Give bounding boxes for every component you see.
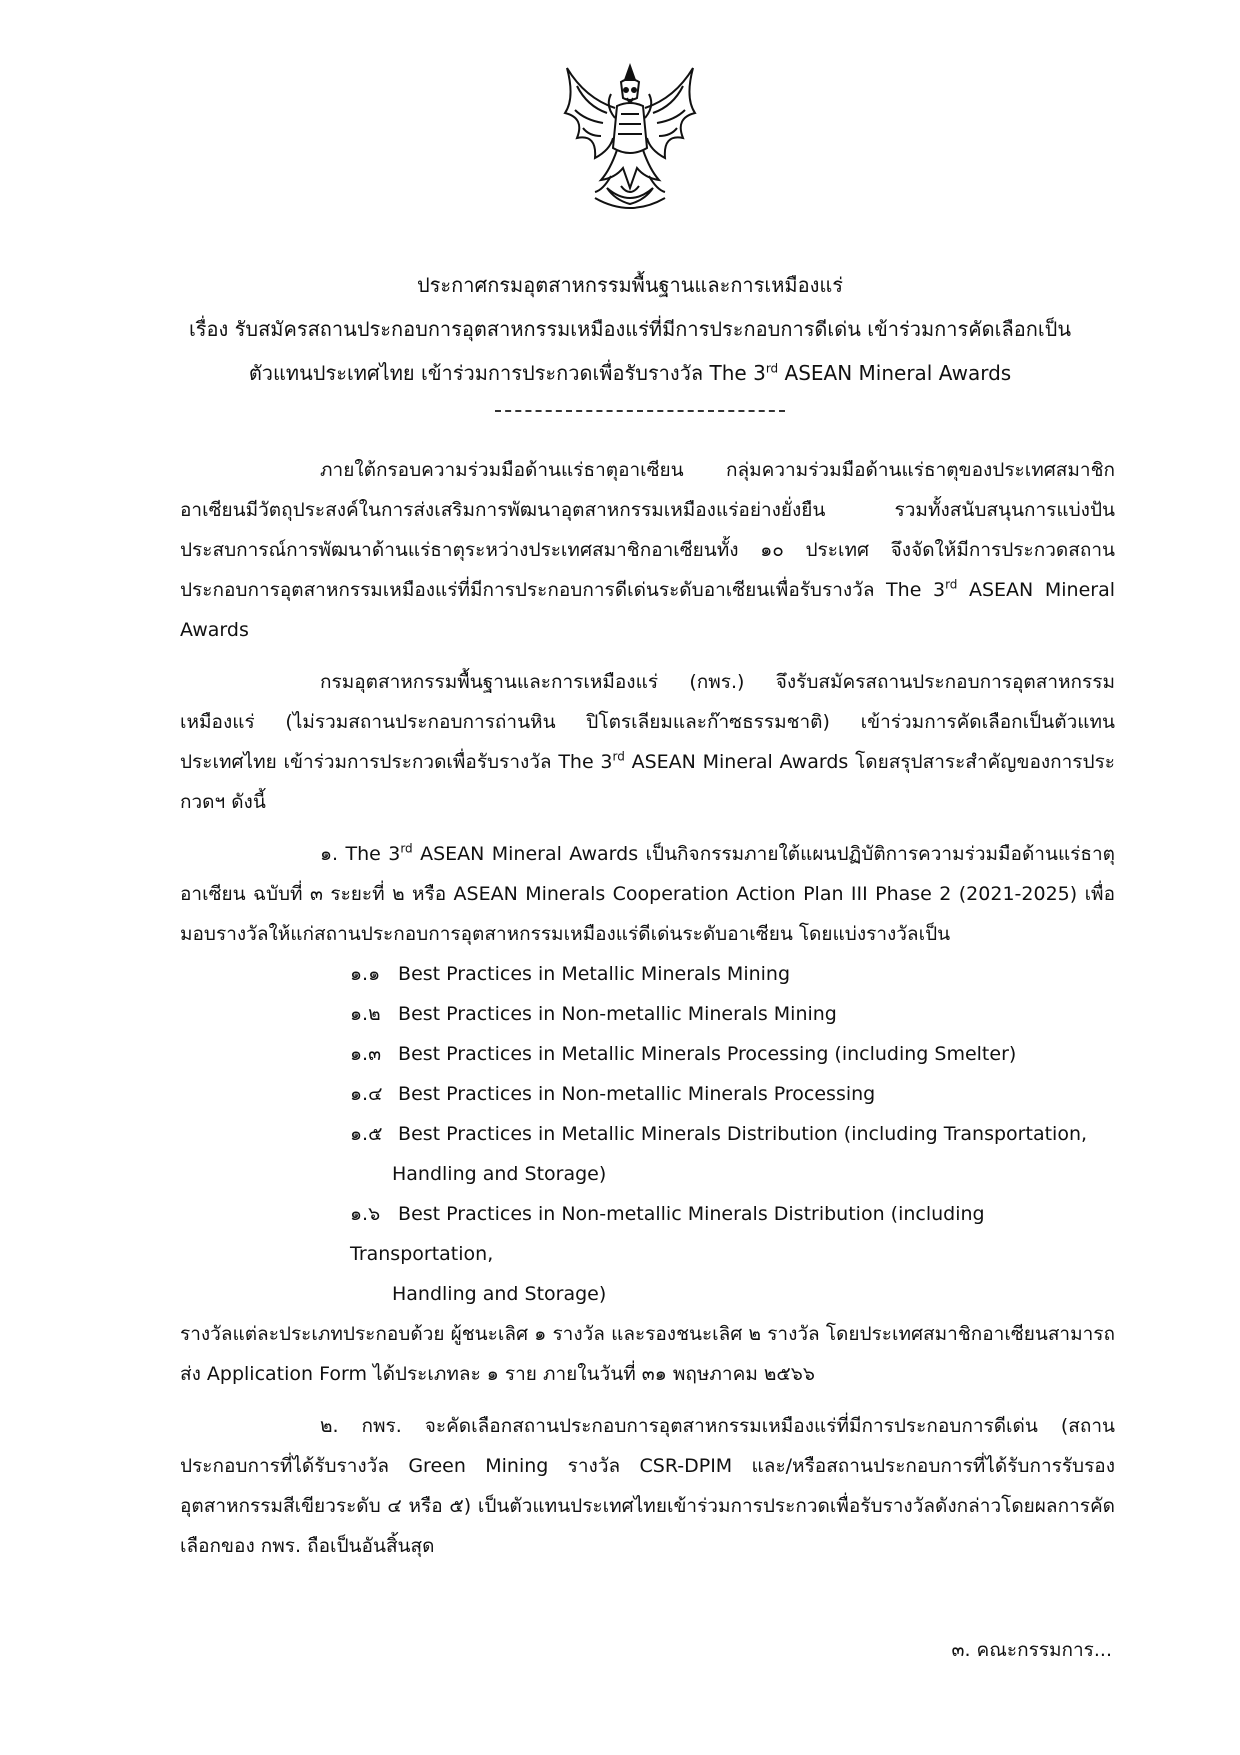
para2-post: ASEAN Mineral Awards โดยสรุปสาระสำคัญของการประกวดฯ ดังนี้ — [180, 751, 1115, 813]
title-line-1: ประกาศกรมอุตสาหกรรมพื้นฐานและการเหมืองแร่ — [416, 273, 844, 297]
announcement-body — [180, 450, 1115, 1578]
award-category-item — [350, 1074, 1115, 1114]
para3-pre: ๑. The 3 — [320, 843, 401, 865]
category-text: Best Practices in Non-metallic Minerals Processing — [398, 1083, 876, 1105]
category-number: ๑.๕ — [350, 1123, 383, 1145]
title-ordinal-sup: rd — [765, 361, 779, 376]
para2-sup: rd — [612, 749, 625, 764]
para1-sup: rd — [945, 577, 958, 592]
para1-pre: ภายใต้กรอบความร่วมมือด้านแร่ธาตุอาเซียน กลุ่มความร่วมมือด้านแร่ธาตุของประเทศสมาชิกอาเซียนมีวัตถุประสงค์ในการส่งเสริมการพัฒนาอุตสาหกรรมเหมืองแร่อย่างยั่งยืน รวมทั้งสนับสนุนการแบ่งปันประสบการณ์การพัฒนาด้านแร่ธาตุระหว่างประเทศสมาชิกอาเซียนทั้ง ๑๐ ประเทศ จึงจัดให้มีการประกวดสถานประกอบการอุตสาหกรรมเหมืองแร่ที่มีการประกอบการดีเด่นระดับอาเซียนเพื่อรับรางวัล The 3 — [180, 459, 1115, 601]
para2-pre: กรมอุตสาหกรรมพื้นฐานและการเหมืองแร่ (กพร.) จึงรับสมัครสถานประกอบการอุตสาหกรรมเหมืองแร่ (ไม่รวมสถานประกอบการถ่านหิน ปิโตรเลียมและก๊าซธรรมชาติ) เข้าร่วมการคัดเลือกเป็นตัวแทนประเทศไทย เข้าร่วมการประกวดเพื่อรับรางวัล The 3 — [180, 671, 1115, 773]
paragraph-prizes: รางวัลแต่ละประเภทประกอบด้วย ผู้ชนะเลิศ ๑ รางวัล และรองชนะเลิศ ๒ รางวัล โดยประเทศสมาชิกอาเซียนสามารถส่ง Application Form ได้ประเภทละ ๑ ราย ภายในวันที่ ๓๑ พฤษภาคม ๒๕๖๖ — [180, 1323, 1115, 1385]
title-line-3-post: ASEAN Mineral Awards — [778, 361, 1012, 385]
title-line-3 — [150, 351, 1110, 395]
divider-line — [495, 410, 785, 412]
paragraph-item-2: ๒. กพร. จะคัดเลือกสถานประกอบการอุตสาหกรรมเหมืองแร่ที่มีการประกอบการดีเด่น (สถานประกอบการที่ได้รับรางวัล Green Mining รางวัล CSR-DPIM และ/หรือสถานประกอบการที่ได้รับการรับรองอุตสาหกรรมสีเขียวระดับ ๔ หรือ ๕) เป็นตัวแทนประเทศไทยเข้าร่วมการประกวดเพื่อรับรางวัลดังกล่าวโดยผลการคัดเลือกของ กพร. ถือเป็นอันสิ้นสุด — [180, 1415, 1115, 1557]
category-number: ๑.๔ — [350, 1083, 383, 1105]
award-category-list — [350, 954, 1115, 1314]
para3-post: ASEAN Mineral Awards เป็นกิจกรรมภายใต้แผนปฏิบัติการความร่วมมือด้านแร่ธาตุอาเซียน ฉบับที่ ๓ ระยะที่ ๒ หรือ ASEAN Minerals Cooperation Action Plan III Phase 2 (2021-2025) เพื่อมอบรางวัลให้แก่สถานประกอบการอุตสาหกรรมเหมืองแร่ดีเด่นระดับอาเซียน โดยแบ่งรางวัลเป็น — [180, 843, 1115, 945]
paragraph-item-1 — [180, 834, 1115, 954]
paragraph-background — [180, 450, 1115, 650]
category-continuation: Handling and Storage) — [392, 1283, 607, 1305]
category-number: ๑.๑ — [350, 963, 381, 985]
award-category-item — [350, 1194, 1115, 1314]
category-text: Best Practices in Metallic Minerals Mining — [398, 963, 791, 985]
category-continuation: Handling and Storage) — [392, 1163, 607, 1185]
award-category-item — [350, 1114, 1115, 1194]
category-number: ๑.๒ — [350, 1003, 381, 1025]
category-text: Best Practices in Non-metallic Minerals Distribution (including Transportation, — [350, 1203, 985, 1265]
garuda-emblem — [555, 58, 705, 218]
category-text: Best Practices in Metallic Minerals Processing (including Smelter) — [398, 1043, 1017, 1065]
title-line-3-pre: ตัวแทนประเทศไทย เข้าร่วมการประกวดเพื่อรับรางวัล The 3 — [248, 361, 766, 385]
category-text: Best Practices in Non-metallic Minerals Mining — [398, 1003, 837, 1025]
category-number: ๑.๖ — [350, 1203, 381, 1225]
category-text: Best Practices in Metallic Minerals Distribution (including Transportation, — [398, 1123, 1088, 1145]
title-line-2: เรื่อง รับสมัครสถานประกอบการอุตสาหกรรมเหมืองแร่ที่มีการประกอบการดีเด่น เข้าร่วมการคัดเลือกเป็น — [188, 317, 1072, 341]
garuda-emblem-icon — [555, 58, 705, 218]
announcement-title — [150, 263, 1110, 395]
para3-sup: rd — [400, 841, 413, 856]
award-category-item — [350, 1034, 1115, 1074]
category-number: ๑.๓ — [350, 1043, 382, 1065]
paragraph-application — [180, 662, 1115, 822]
award-category-item — [350, 994, 1115, 1034]
para1-post: ASEAN Mineral Awards — [180, 579, 1115, 641]
award-category-item — [350, 954, 1115, 994]
continuation-footer: ๓. คณะกรรมการ... — [951, 1639, 1112, 1661]
